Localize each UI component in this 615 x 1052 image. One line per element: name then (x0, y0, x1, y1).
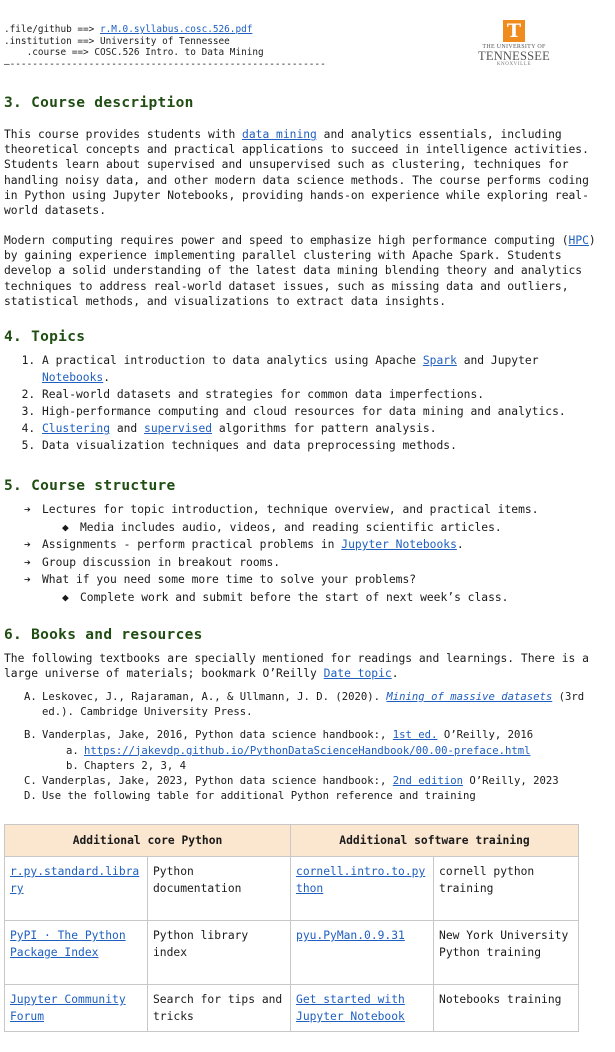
software-training-header: Additional software training (291, 825, 579, 857)
jupyter-forum-link[interactable]: Jupyter Community Forum (10, 993, 126, 1023)
diamond-bullet-icon: ◆ (62, 590, 69, 604)
table-cell: Search for tips and tricks (148, 985, 291, 1032)
core-python-header: Additional core Python (5, 825, 291, 857)
book-item-b-sub-b: b. Chapters 2, 3, 4 (66, 759, 187, 772)
topic-item: 5. Data visualization techniques and data preprocessing methods. (42, 437, 602, 454)
data-mining-link[interactable]: data mining (242, 128, 317, 141)
massive-datasets-link[interactable]: Mining of massive datasets (386, 691, 553, 703)
power-t-icon: T (503, 20, 525, 42)
pypi-link[interactable]: PyPI · The Python Package Index (10, 929, 126, 959)
arrow-icon: ➔ (24, 555, 31, 569)
course-description-paragraph-2: Modern computing requires power and speed to emphasize high performance computing (HPC) by gaining experience implementing parallel clustering with Apache Spark. Students develop a solid understanding of the latest data mining blending theory and analytics techniques to address real-world dataset issues, such as missing data and outliers, statistical methods, and visualizations to extract data insights. (4, 234, 596, 308)
python-standard-library-link[interactable]: r.py.standard.library (10, 865, 140, 895)
table-cell: New York University Python training (434, 921, 579, 985)
topic-item: 2. Real-world datasets and strategies for common data imperfections. (42, 386, 602, 403)
section-3-heading: 3. Course description (4, 95, 194, 111)
table-header-row (5, 825, 579, 857)
course-value: COSC.526 Intro. to Data Mining (94, 47, 264, 58)
course-description-paragraph-1: This course provides students with data mining and analytics essentials, including theoretical concepts and practical applications to succeed in intelligence activities. Students learn about supervised and unsupervised such as clustering, techniques for handling noisy data, and other modern data science methods. The course performs coding in Python using Jupyter Notebooks, providing hands-on experience while exploring real-world datasets. (4, 128, 589, 218)
structure-subitem: ◆ Media includes audio, videos, and reading scientific articles. (24, 519, 594, 537)
book-item-b: B. Vanderplas, Jake, 2016, Python data science handbook:, 1st ed. O’Reilly, 2016 (24, 729, 534, 742)
second-edition-link[interactable]: 2nd edition (392, 775, 463, 788)
table-cell: Python library index (148, 921, 291, 985)
header-rule: —-------------------------------------------------------- (4, 58, 326, 70)
file-key: .file/github (4, 24, 72, 35)
books-intro-paragraph: The following textbooks are specially mentioned for readings and learnings. There is a large universe of materials; bookmark O’Reilly Date topic. (4, 652, 589, 681)
institution-value: University of Tennessee (99, 35, 230, 47)
structure-subitem: ◆ Complete work and submit before the start of next week’s class. (24, 589, 594, 607)
university-logo (478, 20, 550, 67)
topics-list (0, 352, 602, 454)
table-cell: Notebooks training (434, 985, 579, 1032)
institution-key: .institution (4, 35, 72, 47)
section-5-heading: 5. Course structure (4, 478, 176, 494)
arrow-icon: ➔ (24, 503, 31, 516)
course-structure-list (24, 501, 594, 606)
file-header (4, 24, 326, 70)
syllabus-file-link[interactable]: r.M.0.syllabus.cosc.526.pdf (99, 24, 253, 35)
arrow-icon: ➔ (24, 573, 31, 586)
cornell-intro-python-link[interactable]: cornell.intro.to.python (296, 865, 426, 895)
jupyter-get-started-link[interactable]: Get started with Jupyter Notebook (296, 993, 405, 1023)
supervised-link[interactable]: supervised (144, 422, 213, 435)
book-item-b-sub-a: a. https://jakevdp.github.io/PythonDataScienceHandbook/00.00-preface.html (66, 744, 531, 757)
structure-item: ➔ What if you need some more time to solve your problems? (24, 571, 594, 589)
structure-item: ➔ Assignments - perform practical problems in Jupyter Notebooks. (24, 536, 594, 554)
logo-line-3: KNOXVILLE (496, 62, 532, 67)
first-edition-link[interactable]: 1st ed. (392, 729, 438, 742)
notebooks-link[interactable]: Notebooks (42, 371, 104, 384)
file-arrow: ==> (77, 24, 95, 35)
logo-line-2: TENNESSEE (478, 49, 550, 63)
table-row (5, 921, 579, 985)
resources-table (4, 824, 579, 1032)
section-6-heading: 6. Books and resources (4, 627, 203, 643)
topic-item: 4. Clustering and supervised algorithms for pattern analysis. (42, 420, 602, 437)
topic-item: 1. A practical introduction to data analytics using Apache Spark and Jupyter Notebooks. (42, 352, 602, 386)
topic-item: 3. High-performance computing and cloud resources for data mining and analytics. (42, 403, 602, 420)
table-cell: Python documentation (148, 857, 291, 921)
date-topic-link[interactable]: Date topic (323, 667, 392, 681)
handbook-url-link[interactable]: https://jakevdp.github.io/PythonDataScienceHandbook/00.00-preface.html (84, 744, 531, 757)
institution-arrow: ==> (77, 35, 95, 47)
structure-item: ➔ Group discussion in breakout rooms. (24, 554, 594, 572)
diamond-bullet-icon: ◆ (62, 520, 69, 534)
book-item-c: C. Vanderplas, Jake, 2023, Python data science handbook:, 2nd edition O’Reilly, 2023 (24, 775, 559, 788)
course-arrow: ==> (71, 47, 89, 58)
book-item-a: A. Leskovec, J., Rajaraman, A., & Ullmann, J. D. (2020). Mining of massive datasets (3rd ed.). Cambridge University Press. (24, 691, 585, 719)
table-row (5, 985, 579, 1032)
book-item-d: D. Use the following table for additional Python reference and training (24, 790, 476, 803)
jupyter-notebooks-link[interactable]: Jupyter Notebooks (341, 538, 457, 551)
clustering-link[interactable]: Clustering (42, 422, 111, 435)
arrow-icon: ➔ (24, 538, 31, 551)
course-key: .course (26, 47, 67, 58)
spark-link[interactable]: Spark (422, 354, 457, 367)
table-row (5, 857, 579, 921)
table-cell: cornell python training (434, 857, 579, 921)
books-list (4, 690, 594, 804)
pyman-link[interactable]: pyu.PyMan.0.9.31 (296, 929, 405, 942)
logo-line-1: THE UNIVERSITY OF (482, 44, 546, 50)
hpc-link[interactable]: HPC (568, 234, 589, 247)
structure-item: ➔ Lectures for topic introduction, technique overview, and practical items. (24, 501, 594, 519)
section-4-heading: 4. Topics (4, 329, 86, 345)
